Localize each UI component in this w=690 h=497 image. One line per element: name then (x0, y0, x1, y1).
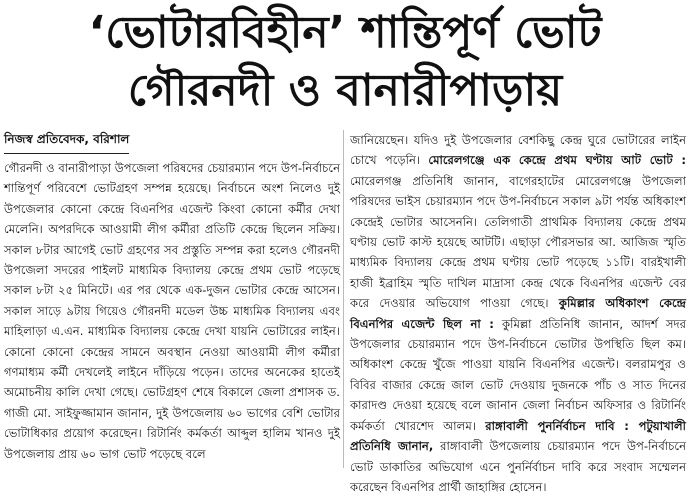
headline-line-2: গৌরনদী ও বানারীপাড়ায় (127, 65, 563, 116)
article-column-right (350, 130, 686, 494)
article-column-left (4, 158, 340, 468)
headline-line-1: ‘ভোটারবিহীন’ শান্তিপূর্ণ ভোট (88, 7, 602, 58)
subheading-cumilla: কুমিল্লার অধিকাংশ কেন্দ্রে বিএনপির এজেন্ট ছিল না : (350, 296, 686, 331)
subheading-rangabali: রাঙ্গাবালী পুনর্নির্বাচন দাবি : পটুয়াখালী প্রতিনিধি জানান, (350, 418, 686, 454)
subheading-morelganj: মোরেলগঞ্জে এক কেন্দ্রে প্রথম ঘণ্টায় আট ভোট : (428, 153, 686, 168)
article-headline (0, 0, 690, 124)
byline: নিজস্ব প্রতিবেদক, বরিশাল (4, 131, 129, 154)
body-text: জানিয়েছেন। যদিও দুই উপজেলার বেশকিছু কেন্দ্র ঘুরে ভোটারের লাইন চোখে পড়েনি। (350, 133, 686, 168)
body-paragraph-right (350, 130, 686, 497)
body-text: কুমিল্লা প্রতিনিধি জানান, আদর্শ সদর উপজেলার চেয়ারম্যান পদে উপ-নির্বাচনে ভোটার উপস্থিতি ছিল কম। অধিকাংশ কেন্দ্রে খুঁজে পাওয়া যায়নি বিএনপির এজেন্ট। বলরামপুর ও বিবির বাজার কেন্দ্রে জাল ভোট দেওয়ায় দুজনকে পাঁচ ও সাত দিনের কারাদণ্ড দেওয়া হয়েছে বলে জানান জেলা নির্বাচন অফিসার ও রিটার্নিং কর্মকর্তা খোরশেদ আলম। (350, 316, 686, 433)
body-text: রাঙ্গাবালী উপজেলায় চেয়ারম্যান পদে উপ-নির্বাচনে ভোট ডাকাতির অভিযোগ এনে পুনর্নির্বাচন দাবি করে সংবাদ সম্মেলন করেছেন বিএনপির প্রার্থী জাহাঙ্গির হোসেন। (350, 439, 686, 494)
column-divider (343, 130, 344, 468)
body-paragraph: গৌরনদী ও বানারীপাড়া উপজেলা পরিষদের চেয়ারম্যান পদে উপ-নির্বাচনে শান্তিপূর্ণ পরিবেশে ভোটগ্রহণ সম্পন্ন হয়েছে। নির্বাচনে অংশ নিলেও দুই উপজেলার কোনো কেন্দ্রে বিএনপির এজেন্ট কিংবা কোনো কর্মীর দেখা মেলেনি। অপরদিকে আওয়ামী লীগ কর্মীরা প্রতিটি কেন্দ্রে ছিলেন সক্রিয়। সকাল ৮টার আগেই ভোট গ্রহণের সব প্রস্তুতি সম্পন্ন করা হলেও গৌরনদী উপজেলা সদরের পাইলট মাধ্যমিক বিদ্যালয় কেন্দ্রে প্রথম ভোট পড়েছে সকাল ৮টা ২৫ মিনিটে। এর পর থেকে এক-দুজন ভোটার কেন্দ্রে আসেন। সকাল সাড়ে ৯টায় গিয়েও গৌরনদী মডেল উচ্চ মাধ্যমিক বিদ্যালয় এবং মাহিলাড়া এ.এন. মাধ্যমিক বিদ্যালয় কেন্দ্রে দেখা যায়নি ভোটারের লাইন। কোনো কোনো কেন্দ্রের সামনে অবস্থান নেওয়া আওয়ামী লীগ কর্মীরা গণমাধ্যম কর্মী দেখলেই লাইনে দাঁড়িয়ে পড়েন। তাদের অনেকের হাতেই অমোচনীয় কালি দেখা গেছে। ভোটগ্রহণ শেষে বিকালে জেলা প্রশাসক ড. গাজী মো. সাইফুজ্জামান জানান, দুই উপজেলায় ৬০ ভাগের বেশি ভোটার ভোটাধিকার প্রয়োগ করেছেন। রিটার্নিং কর্মকর্তা আব্দুল হালিম খানও দুই উপজেলায় প্রায় ৬০ ভাগ ভোট পড়েছে বলে (4, 161, 340, 461)
body-text: মোরেলগঞ্জ প্রতিনিধি জানান, বাগেরহাটের মোরেলগঞ্জে উপজেলা পরিষদের ভাইস চেয়ারম্যান পদে উপ-নির্বাচনে সকাল ৯টা পর্যন্ত অধিকাংশ কেন্দ্রেই ভোটার আসেননি। তেলিগাতী প্রাথমিক বিদ্যালয় কেন্দ্রে প্রথম ঘণ্টায় ভোট কাস্ট হয়েছে আটটি। এছাড়া পৌরসভার আ. আজিজ স্মৃতি মাধ্যমিক বিদ্যালয় কেন্দ্রে প্রথম ঘণ্টায় ভোট পড়েছে ১১টি। বারইখালী হাজী ইব্রাহিম স্মৃতি দাখিল মাদ্রাসা কেন্দ্র থেকে বিএনপির এজেন্ট বের করে দেওয়ার অভিযোগ পাওয়া গেছে। (350, 173, 686, 311)
